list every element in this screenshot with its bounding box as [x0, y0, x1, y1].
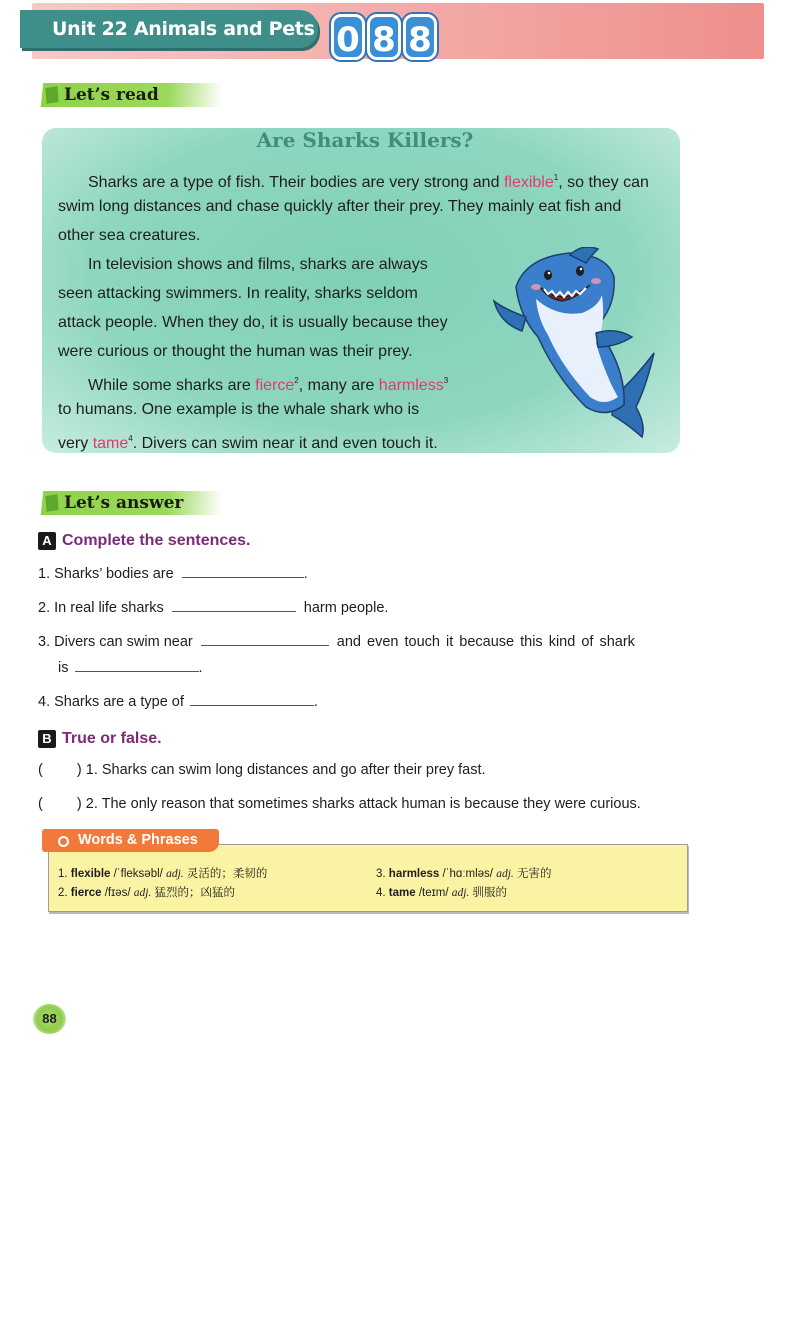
part-a-title: Complete the sentences.: [62, 532, 251, 549]
paragraph-line: to humans. One example is the whale shark who is: [58, 401, 420, 418]
paragraph-line: seen attacking swimmers. In reality, sharks seldom: [58, 285, 418, 302]
vocab-item: 2. fierce /fɪəs/ adj. 猛烈的；凶猛的: [58, 887, 235, 899]
article-title: Are Sharks Killers?: [256, 128, 474, 152]
question-2: 2. In real life sharks harm people.: [38, 600, 389, 616]
unit-title: Unit 22 Animals and Pets: [20, 10, 318, 48]
paragraph-line: other sea creatures.: [58, 227, 201, 244]
paragraph-line: attack people. When they do, it is usually because they: [58, 314, 448, 331]
words-phrases-label: Words & Phrases: [42, 829, 219, 852]
lets-answer-label: Let’s answer: [41, 491, 224, 515]
day-digit: 0: [331, 14, 365, 60]
vocab-harmless: harmless: [378, 377, 444, 394]
shark-illustration: [486, 247, 658, 439]
answer-blank[interactable]: [75, 658, 199, 672]
paragraph-line: In television shows and films, sharks are always: [88, 256, 428, 273]
paragraph-line: While some sharks are fierce$^2$, many are harmless$^3$: [88, 376, 449, 394]
day-number: [331, 14, 437, 60]
part-a-heading: [38, 532, 251, 550]
true-false-2: ( ) 2. The only reason that sometimes sharks attack human is because they were curious.: [38, 796, 641, 812]
part-a-badge: A: [38, 532, 56, 550]
vocab-tame: tame: [92, 435, 129, 452]
answer-blank[interactable]: [172, 598, 296, 612]
answer-blank[interactable]: [190, 692, 314, 706]
part-b-title: True or false.: [62, 730, 162, 747]
part-b-heading: [38, 730, 162, 748]
page-number: 88: [33, 1004, 66, 1034]
question-3: 3. Divers can swim near and even touch it because this kind of shark: [38, 634, 635, 650]
answer-blank[interactable]: [201, 632, 329, 646]
paragraph-line: very tame$^4$. Divers can swim near it and even touch it.: [58, 434, 438, 452]
question-4: 4. Sharks are a type of .: [38, 694, 318, 710]
day-digit: 8: [367, 14, 401, 60]
vocab-flexible: flexible: [503, 174, 554, 191]
day-digit: 8: [403, 14, 437, 60]
true-false-1: ( ) 1. Sharks can swim long distances and go after their prey fast.: [38, 762, 486, 778]
paragraph-line: were curious or thought the human was their prey.: [58, 343, 413, 360]
vocab-fierce: fierce: [255, 377, 295, 394]
paragraph-line: swim long distances and chase quickly after their prey. They mainly eat fish and: [58, 198, 622, 215]
question-1: 1. Sharks’ bodies are .: [38, 566, 308, 582]
answer-blank[interactable]: [182, 564, 304, 578]
vocab-item: 3. harmless /ˈhɑːmləs/ adj. 无害的: [376, 868, 552, 880]
vocab-item: 4. tame /teɪm/ adj. 驯服的: [376, 887, 507, 899]
paragraph-line: Sharks are a type of fish. Their bodies are very strong and flexible$^1$, so they can: [88, 173, 649, 191]
question-3-cont: is .: [58, 660, 203, 676]
part-b-badge: B: [38, 730, 56, 748]
vocab-item: 1. flexible /ˈfleksəbl/ adj. 灵活的；柔韧的: [58, 868, 268, 880]
lets-read-label: Let’s read: [41, 83, 224, 107]
